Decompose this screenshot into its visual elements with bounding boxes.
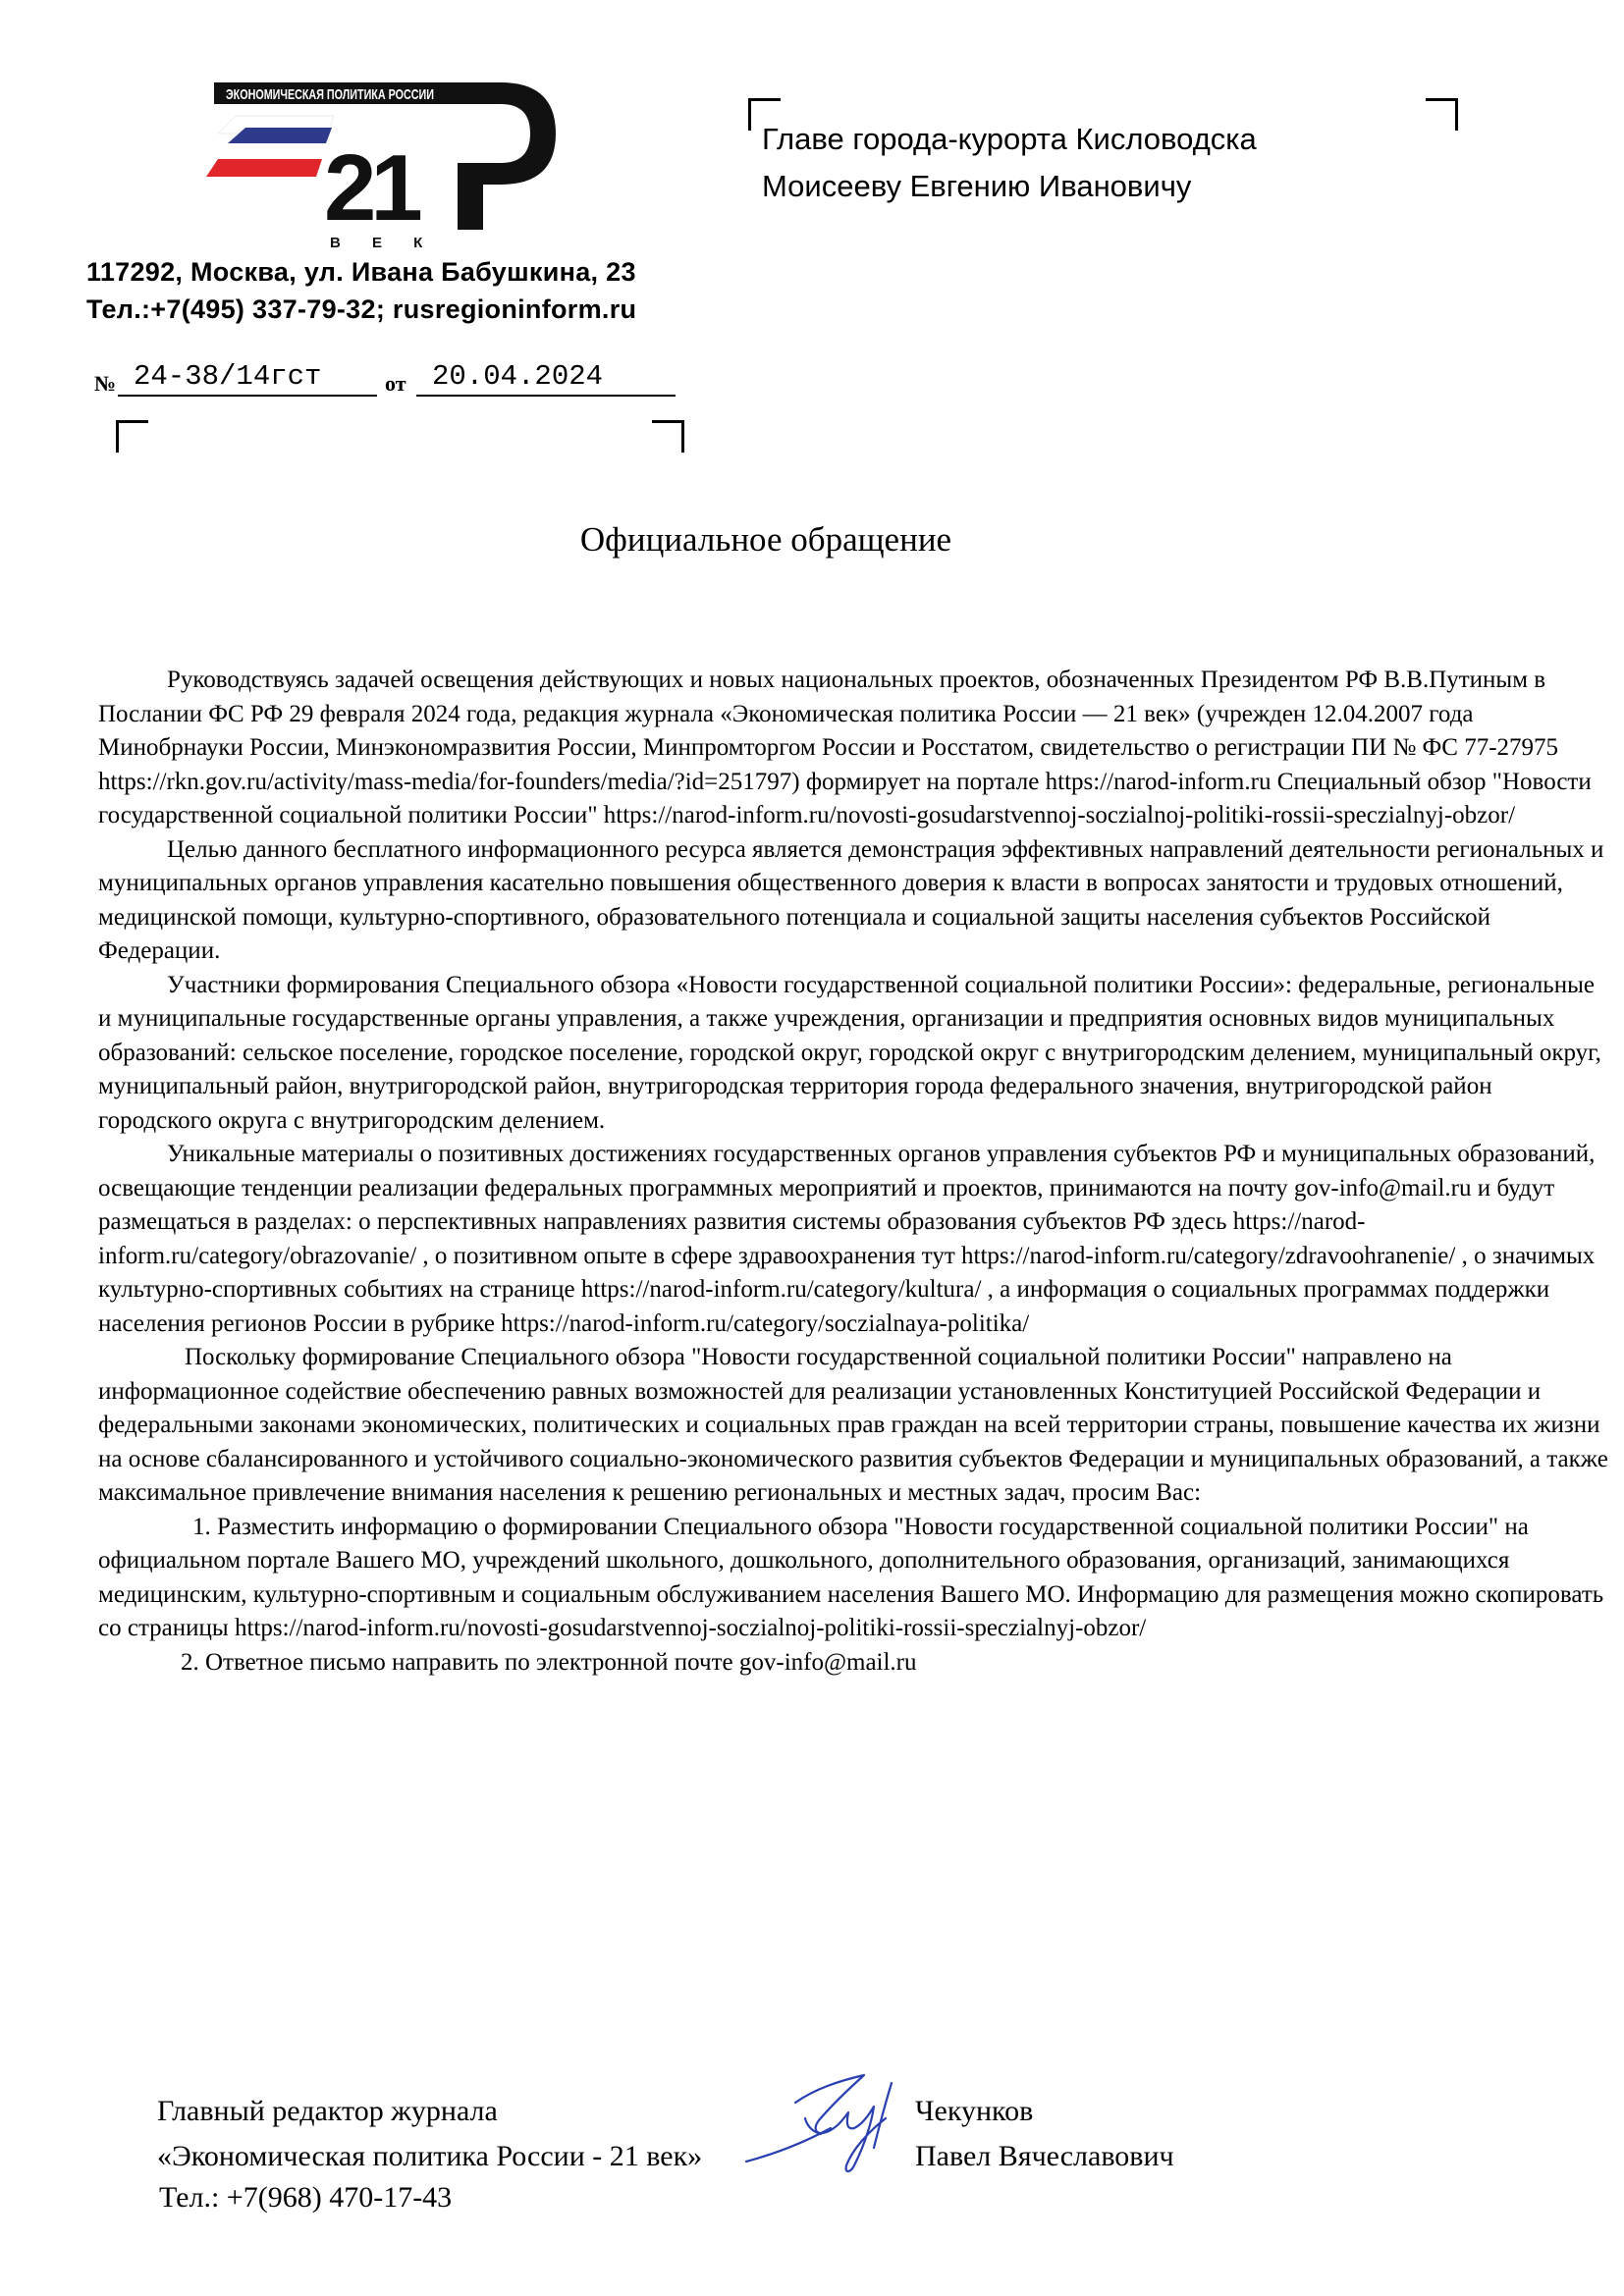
logo-blue-stripe — [228, 128, 332, 143]
registration-line — [94, 359, 683, 399]
sender-address: 117292, Москва, ул. Ивана Бабушкина, 23 — [86, 257, 636, 287]
logo-red-stripe — [206, 159, 322, 177]
corner-mark — [652, 420, 684, 453]
signatory-given-names: Павел Вячеславович — [915, 2140, 1174, 2172]
reg-date-label: от — [385, 371, 406, 396]
signatory-position — [157, 2089, 702, 2179]
position-line2: «Экономическая политика России - 21 век» — [157, 2140, 703, 2172]
paragraph: Целью данного бесплатного информационного ресурса является демонстрация эффективных направлений деятельности региональных и муниципальных органов управления касательно повышения общественного доверия к власти в вопросах занятости и трудовых отношений, медицинской помощи, культурно-спортивного, образовательного потенциала и социальной защиты населения субъектов Российской Федерации. — [98, 835, 1604, 964]
signatory-phone: Тел.: +7(968) 470-17-43 — [159, 2181, 453, 2214]
corner-mark — [1426, 98, 1458, 131]
reg-number-label: № — [94, 371, 117, 396]
paragraph: Участники формирования Специального обзора «Новости государственной социальной политики России»: федеральные, региональные и муниципальные государственные органы управления, а также учреждения, организации и предприятия основных видов муниципальных образований: сельское поселение, городское поселение, городской округ, городской округ с внутригородским делением, муниципальный округ, муниципальный район, внутригородской район, внутригородская территория города федерального значения, внутригородской район городского округа с внутригородским делением. — [98, 971, 1601, 1134]
corner-mark — [116, 420, 148, 453]
sender-contacts: Тел.:+7(495) 337-79-32; rusregioninform.ru — [86, 294, 637, 324]
reg-number-value: 24-38/14гст — [118, 359, 377, 397]
letter-body — [98, 664, 1610, 1680]
paragraph: Поскольку формирование Специального обзора "Новости государственной социальной политики России" направлено на информационное содействие обеспечению равных возможностей для реализации установленных Конституцией Российской Федерации и федеральными законами экономических, политических и социальных прав граждан на всей территории страны, повышение качества их жизни на основе сбалансированного и устойчивого социально-экономического развития субъектов Федерации и муниципальных образований, а также максимальное привлечение внимания населения к решению региональных и местных задач, просим Вас: — [98, 1344, 1608, 1506]
handwritten-signature — [736, 2063, 933, 2191]
paragraph: 2. Ответное письмо направить по электронной почте gov-info@mail.ru — [181, 1648, 917, 1676]
addressee-line2: Моисееву Евгению Ивановичу — [762, 169, 1192, 203]
signatory-name — [915, 2089, 1174, 2179]
logo-banner-text: ЭКОНОМИЧЕСКАЯ ПОЛИТИКА РОССИИ — [226, 86, 434, 103]
paragraph: Уникальные материалы о позитивных достижениях государственных органов управления субъектов РФ и муниципальных образований, освещающие тенденции реализации федеральных программных мероприятий и проектов, принимаются на почту gov-info@mail.ru и будут размещаться в разделах: о перспективных направлениях развития системы образования субъектов РФ здесь https://narod-inform.ru/category/obrazovanie/ , о позитивном опыте в сфере здравоохранения тут https://narod-inform.ru/category/zdravoohranenie/ , о значимых культурно-спортивных событиях на странице https://narod-inform.ru/category/kultura/ , а информация о социальных программах поддержки населения регионов России в рубрике https://narod-inform.ru/category/soczialnaya-politika/ — [98, 1141, 1596, 1337]
position-line1: Главный редактор журнала — [157, 2095, 498, 2127]
logo — [206, 82, 560, 251]
addressee — [762, 116, 1257, 210]
logo-vek: В Е К — [330, 235, 437, 251]
document-title: Официальное обращение — [579, 520, 952, 559]
addressee-line1: Главе города-курорта Кисловодска — [762, 122, 1257, 156]
signatory-surname: Чекунков — [915, 2095, 1034, 2127]
paragraph: 1. Разместить информацию о формировании Специального обзора "Новости государственной социальной политики России" на официальном портале Вашего МО, учреждений школьного, дошкольного, дополнительного образования, организаций, занимающихся медицинским, культурно-спортивным и социальным обслуживанием населения Вашего МО. Информацию для размещения можно скопировать со страницы https://narod-inform.ru/novosti-gosudarstvennoj-soczialnoj-politiki-rossii-speczialnyj-obzor/ — [98, 1513, 1604, 1641]
reg-date-value: 20.04.2024 — [416, 359, 676, 397]
logo-number: 21 — [324, 135, 417, 240]
paragraph: Руководствуясь задачей освещения действующих и новых национальных проектов, обозначенных Президентом РФ В.В.Путиным в Послании ФС РФ 29 февраля 2024 года, редакция журнала «Экономическая политика России — 21 век» (учрежден 12.04.2007 года Минобрнауки России, Минэкономразвития России, Минпромторгом России и Росстатом, свидетельство о регистрации ПИ № ФС 77-27975 https://rkn.gov.ru/activity/mass-media/for-founders/media/?id=251797) формирует на портале https://narod-inform.ru Специальный обзор "Новости государственной социальной политики России" https://narod-inform.ru/novosti-gosudarstvennoj-soczialnoj-politiki-rossii-speczialnyj-obzor/ — [98, 667, 1592, 828]
